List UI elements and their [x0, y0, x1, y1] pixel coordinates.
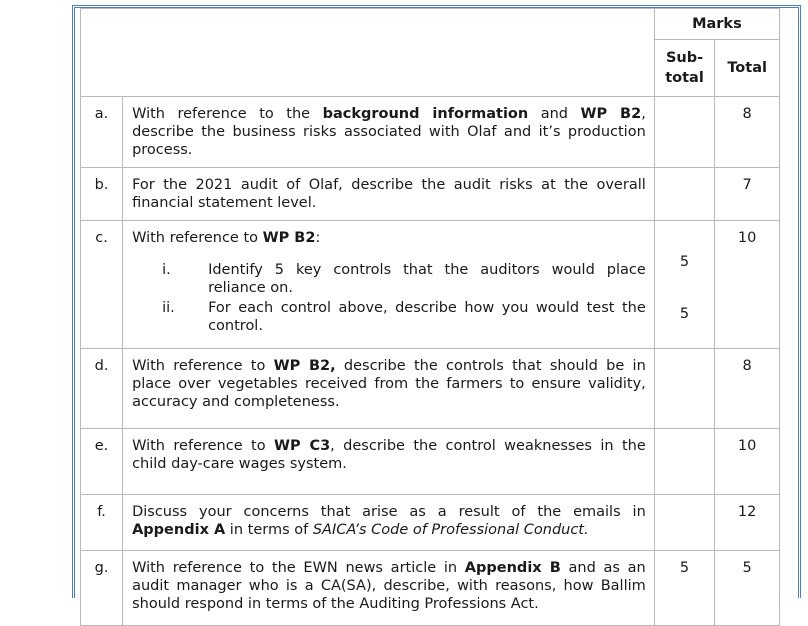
- subtotal-cell: [654, 221, 715, 349]
- question-text-segment: , describe the control weaknesses in the child day-care wages system.: [132, 438, 646, 472]
- subtotal-cell: [654, 97, 715, 168]
- total-cell: 10: [715, 221, 780, 349]
- question-text-segment: Appendix A: [132, 522, 226, 538]
- subtotal-cell: [654, 349, 715, 429]
- question-row: [81, 429, 780, 495]
- question-row: [81, 97, 780, 168]
- question-text-segment: WP C3: [273, 438, 331, 454]
- sub-question: [132, 299, 646, 335]
- sub-question-list: [132, 261, 646, 335]
- sub-question-text: Identify 5 key controls that the auditors would place reliance on.: [208, 262, 646, 296]
- question-text-segment: :: [315, 230, 321, 246]
- question-text-segment: and as an audit manager who is a CA(SA), describe, with reasons, how Ballim should respond in terms of the Auditing Professions Act.: [132, 560, 646, 612]
- total-cell: 8: [715, 97, 780, 168]
- question-label: f.: [81, 495, 123, 551]
- marks-table: [80, 8, 780, 626]
- question-row: [81, 495, 780, 551]
- question-text-segment: With reference to the: [132, 106, 323, 122]
- question-text-segment: With reference to: [132, 438, 274, 454]
- question-row: [81, 349, 780, 429]
- question-label: d.: [81, 349, 123, 429]
- question-label: g.: [81, 551, 123, 626]
- sub-question-text: For each control above, describe how you would test the control.: [208, 300, 646, 334]
- question-label: b.: [81, 168, 123, 221]
- question-text-segment: With reference to: [132, 230, 263, 246]
- question-text-segment: and: [528, 106, 581, 122]
- question-text-segment: describe the controls that should be in place over vegetables received from the farmers to ensure validity, accuracy and completeness.: [132, 358, 646, 410]
- total-cell: 10: [715, 429, 780, 495]
- question-text: [123, 429, 655, 495]
- question-text-segment: WP B2: [262, 230, 316, 246]
- total-cell: 7: [715, 168, 780, 221]
- header-marks: Marks: [654, 9, 779, 40]
- question-label: c.: [81, 221, 123, 349]
- question-text: [123, 168, 655, 221]
- header-total: Total: [715, 40, 780, 97]
- question-row: [81, 221, 780, 349]
- sub-question-numeral: i.: [162, 262, 171, 278]
- question-text: [123, 349, 655, 429]
- question-text-segment: , describe the business risks associated with Olaf and it’s production process.: [132, 106, 646, 158]
- question-text: [123, 221, 655, 349]
- subtotal-cell: 5: [654, 551, 715, 626]
- question-text-segment: For the 2021 audit of Olaf, describe the audit risks at the overall financial statement level.: [132, 177, 646, 211]
- subtotal-cell: [654, 429, 715, 495]
- question-text-segment: Appendix B: [464, 560, 561, 576]
- sub-question: [132, 261, 646, 297]
- question-text-segment: With reference to: [132, 358, 274, 374]
- question-label: e.: [81, 429, 123, 495]
- question-text-segment: SAICA’s Code of Professional Conduct.: [312, 522, 589, 538]
- total-cell: 12: [715, 495, 780, 551]
- question-label: a.: [81, 97, 123, 168]
- question-text-segment: background information: [322, 106, 529, 122]
- sub-mark: 5: [679, 254, 690, 270]
- question-text: [123, 551, 655, 626]
- question-row: [81, 168, 780, 221]
- sub-mark: 5: [679, 306, 690, 322]
- sub-question-numeral: ii.: [162, 300, 175, 316]
- question-text-segment: With reference to the EWN news article in: [132, 560, 465, 576]
- question-row: [81, 551, 780, 626]
- question-text-segment: WP B2: [580, 106, 642, 122]
- header-subtotal: [654, 40, 715, 97]
- question-text-segment: WP B2,: [273, 358, 336, 374]
- subtotal-cell: [654, 495, 715, 551]
- question-text-segment: in terms of: [225, 522, 313, 538]
- header-subtotal-text: Sub- total: [665, 50, 704, 86]
- total-cell: 5: [715, 551, 780, 626]
- subtotal-cell: [654, 168, 715, 221]
- question-text-segment: Discuss your concerns that arise as a result of the emails in: [132, 504, 646, 520]
- total-cell: 8: [715, 349, 780, 429]
- question-text: [123, 97, 655, 168]
- question-text: [123, 495, 655, 551]
- header-blank: [81, 9, 655, 97]
